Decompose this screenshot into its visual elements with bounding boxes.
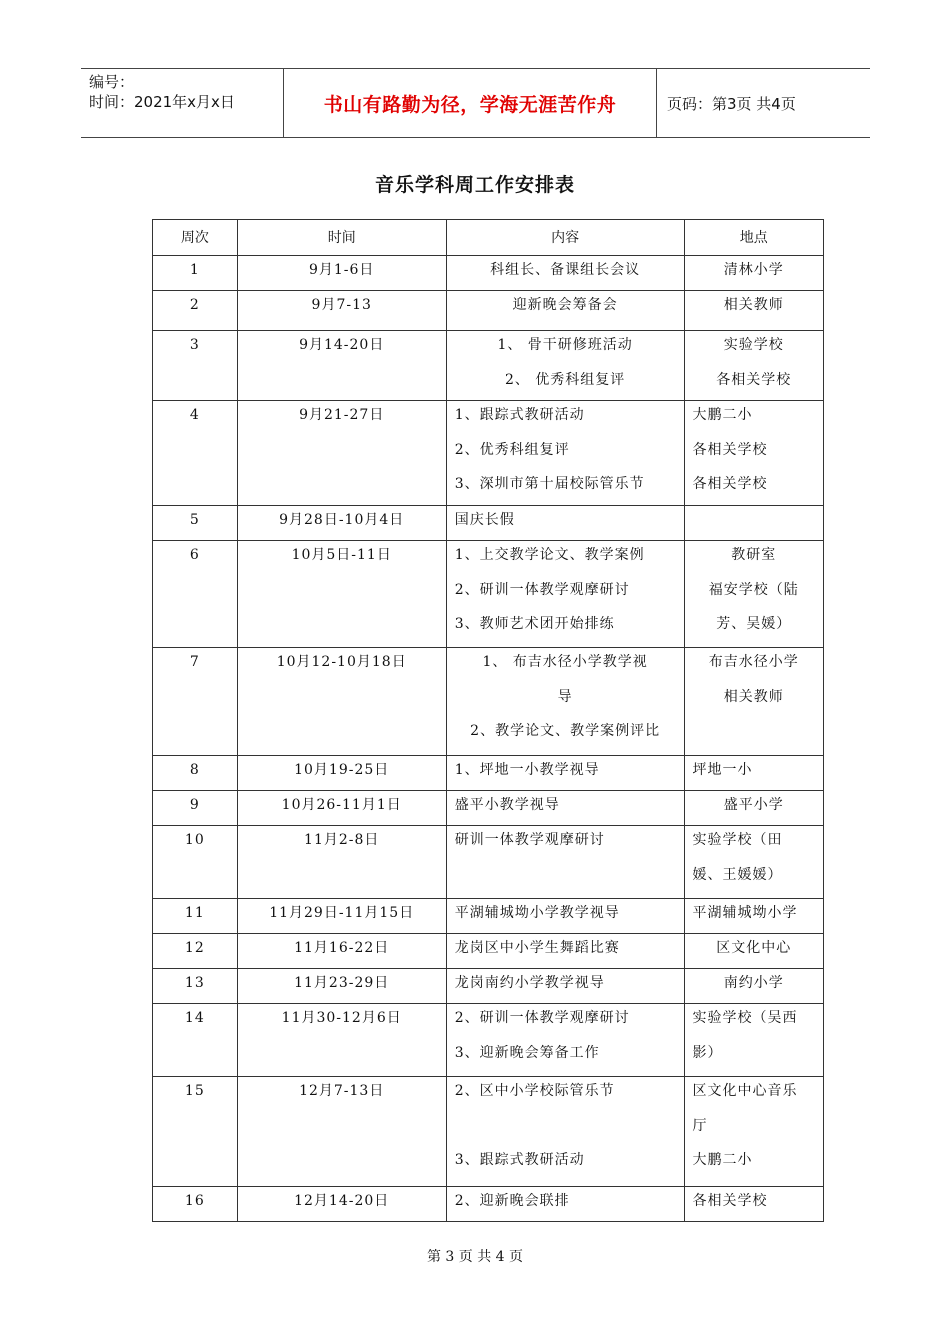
cell-content	[446, 791, 684, 826]
table-row	[153, 1004, 824, 1077]
cell-place	[684, 1077, 823, 1187]
document-title: 音乐学科周工作安排表	[374, 174, 575, 196]
content-line: 研训一体教学观摩研讨	[454, 832, 605, 848]
column-header-time: 时间	[237, 220, 446, 256]
content-line: 平湖辅城坳小学教学视导	[454, 905, 620, 921]
content-line: 2、优秀科组复评	[454, 441, 570, 458]
time-text: 9月28日-10月4日	[279, 512, 405, 528]
cell-place	[684, 1187, 823, 1222]
cell-time	[237, 1077, 446, 1187]
cell-week	[153, 506, 238, 541]
place-line: 布吉水径小学	[708, 654, 799, 670]
cell-place	[684, 648, 823, 756]
cell-place	[684, 969, 823, 1004]
time-text: 11月29日-11月15日	[269, 905, 415, 921]
time-text: 12月7-13日	[299, 1083, 385, 1099]
week-text: 8	[189, 762, 200, 778]
header-page-label: 页码：第3页 共4页	[667, 94, 796, 113]
time-text: 12月14-20日	[294, 1193, 390, 1209]
header-meta	[81, 69, 283, 137]
schedule-table	[152, 219, 824, 1222]
place-line: 媛、王媛媛）	[692, 866, 783, 883]
cell-content	[446, 934, 684, 969]
cell-week	[153, 1077, 238, 1187]
cell-place	[684, 1004, 823, 1077]
content-line: 2、 优秀科组复评	[504, 371, 626, 388]
cell-week	[153, 826, 238, 899]
cell-place	[684, 506, 823, 541]
week-text: 15	[184, 1083, 205, 1099]
time-text: 11月2-8日	[304, 832, 380, 848]
cell-week	[153, 1187, 238, 1222]
cell-time	[237, 899, 446, 934]
place-line: 盛平小学	[723, 797, 784, 813]
cell-place	[684, 899, 823, 934]
table-row	[153, 506, 824, 541]
cell-time	[237, 541, 446, 648]
cell-week	[153, 401, 238, 506]
table-row	[153, 756, 824, 791]
content-line: 盛平小教学视导	[454, 797, 560, 813]
table-body	[153, 256, 824, 1222]
content-line: 1、 布吉水径小学教学视	[482, 654, 648, 670]
place-line: 厅	[692, 1117, 708, 1134]
place-line: 区文化中心音乐	[692, 1083, 798, 1099]
cell-content	[446, 1077, 684, 1187]
place-line: 实验学校	[723, 337, 784, 353]
table-header-row	[153, 220, 824, 256]
content-line: 2、研训一体教学观摩研讨	[454, 581, 630, 598]
table-row	[153, 291, 824, 331]
cell-week	[153, 899, 238, 934]
content-line: 2、研训一体教学观摩研讨	[454, 1010, 630, 1026]
cell-time	[237, 1187, 446, 1222]
table-row	[153, 541, 824, 648]
content-line: 1、上交教学论文、教学案例	[454, 547, 645, 563]
week-text: 13	[184, 975, 205, 991]
content-line: 3、迎新晚会筹备工作	[454, 1044, 600, 1061]
cell-place	[684, 826, 823, 899]
table-row	[153, 401, 824, 506]
cell-time	[237, 934, 446, 969]
time-text: 11月16-22日	[294, 940, 390, 956]
cell-place	[684, 934, 823, 969]
cell-time	[237, 331, 446, 401]
table-row	[153, 934, 824, 969]
table-row	[153, 969, 824, 1004]
cell-time	[237, 401, 446, 506]
time-text: 10月12-10月18日	[276, 654, 407, 670]
cell-place	[684, 791, 823, 826]
table-row	[153, 899, 824, 934]
table-row	[153, 331, 824, 401]
cell-time	[237, 291, 446, 331]
content-line: 1、 骨干研修班活动	[497, 337, 633, 353]
column-header-week: 周次	[153, 220, 238, 256]
week-text: 10	[184, 832, 205, 848]
place-line: 大鹏二小	[692, 1152, 753, 1168]
place-line: 清林小学	[723, 262, 784, 278]
cell-time	[237, 256, 446, 291]
content-line: 迎新晚会筹备会	[512, 297, 618, 313]
content-line: 龙岗区中小学生舞蹈比赛	[454, 940, 620, 956]
cell-content	[446, 401, 684, 506]
content-line: 2、迎新晚会联排	[454, 1193, 570, 1209]
place-line: 南约小学	[723, 975, 784, 991]
cell-place	[684, 331, 823, 401]
document-number-label: 编号：	[89, 73, 135, 91]
table-row	[153, 826, 824, 899]
place-line: 实验学校（田	[692, 832, 783, 848]
cell-content	[446, 291, 684, 331]
cell-time	[237, 1004, 446, 1077]
cell-time	[237, 756, 446, 791]
cell-week	[153, 331, 238, 401]
column-header-content: 内容	[446, 220, 684, 256]
place-line: 教研室	[731, 547, 777, 563]
place-line: 相关教师	[723, 688, 784, 705]
place-line: 坪地一小	[692, 762, 753, 778]
table-row	[153, 256, 824, 291]
week-text: 12	[184, 940, 205, 956]
cell-week	[153, 791, 238, 826]
week-text: 11	[184, 905, 205, 921]
cell-content	[446, 541, 684, 648]
week-text: 1	[189, 262, 200, 278]
cell-time	[237, 826, 446, 899]
cell-place	[684, 256, 823, 291]
time-text: 10月5日-11日	[291, 547, 392, 563]
cell-content	[446, 1004, 684, 1077]
place-line: 影）	[692, 1044, 723, 1061]
time-text: 9月1-6日	[308, 262, 375, 278]
table-row	[153, 791, 824, 826]
content-line: 导	[557, 688, 573, 705]
cell-week	[153, 648, 238, 756]
place-line: 区文化中心	[716, 940, 792, 956]
time-text: 9月7-13	[311, 297, 372, 313]
cell-time	[237, 648, 446, 756]
cell-place	[684, 291, 823, 331]
week-text: 4	[189, 407, 200, 423]
content-line: 2、区中小学校际管乐节	[454, 1083, 615, 1099]
content-line: 3、深圳市第十届校际管乐节	[454, 476, 645, 492]
cell-week	[153, 969, 238, 1004]
header-slogan: 书山有路勤为径，学海无涯苦作舟	[283, 69, 657, 137]
week-text: 2	[189, 297, 200, 313]
cell-place	[684, 401, 823, 506]
week-text: 6	[189, 547, 200, 563]
cell-time	[237, 506, 446, 541]
time-text: 11月30-12月6日	[281, 1010, 402, 1026]
cell-content	[446, 969, 684, 1004]
content-line: 龙岗南约小学教学视导	[454, 975, 605, 991]
place-line: 各相关学校	[692, 441, 768, 458]
table-row	[153, 1077, 824, 1187]
content-line: 国庆长假	[454, 512, 515, 528]
content-line: 3、教师艺术团开始排练	[454, 616, 615, 632]
content-line: 3、跟踪式教研活动	[454, 1152, 585, 1168]
time-text: 9月14-20日	[299, 337, 385, 353]
document-time-label: 时间：2021年x月x日	[89, 93, 235, 111]
table-row	[153, 648, 824, 756]
week-text: 3	[189, 337, 200, 353]
cell-content	[446, 826, 684, 899]
time-text: 10月26-11月1日	[281, 797, 402, 813]
content-line: 科组长、备课组长会议	[490, 262, 641, 278]
time-text: 10月19-25日	[294, 762, 390, 778]
place-line: 各相关学校	[716, 371, 792, 388]
cell-week	[153, 291, 238, 331]
content-line	[455, 1109, 676, 1144]
table-row	[153, 1187, 824, 1222]
content-line: 1、坪地一小教学视导	[454, 762, 600, 778]
place-line	[693, 503, 815, 538]
cell-week	[153, 1004, 238, 1077]
cell-time	[237, 791, 446, 826]
cell-week	[153, 541, 238, 648]
cell-time	[237, 969, 446, 1004]
cell-content	[446, 1187, 684, 1222]
cell-content	[446, 256, 684, 291]
cell-week	[153, 256, 238, 291]
cell-content	[446, 899, 684, 934]
place-line: 福安学校（陆	[708, 581, 799, 598]
place-line: 相关教师	[723, 297, 784, 313]
time-text: 9月21-27日	[299, 407, 385, 423]
week-text: 16	[184, 1193, 205, 1209]
cell-content	[446, 756, 684, 791]
time-text: 11月23-29日	[294, 975, 390, 991]
cell-place	[684, 756, 823, 791]
place-line: 各相关学校	[692, 476, 768, 492]
place-line: 大鹏二小	[692, 407, 753, 423]
place-line: 平湖辅城坳小学	[692, 905, 798, 921]
cell-content	[446, 331, 684, 401]
column-header-place: 地点	[684, 220, 823, 256]
content-line: 2、教学论文、教学案例评比	[470, 723, 661, 739]
week-text: 9	[189, 797, 200, 813]
week-text: 14	[184, 1010, 205, 1026]
cell-week	[153, 756, 238, 791]
page-header	[81, 68, 870, 138]
week-text: 5	[189, 512, 200, 528]
cell-week	[153, 934, 238, 969]
cell-content	[446, 648, 684, 756]
place-line: 各相关学校	[692, 1193, 768, 1209]
cell-place	[684, 541, 823, 648]
cell-content	[446, 506, 684, 541]
week-text: 7	[189, 654, 200, 670]
content-line: 1、跟踪式教研活动	[454, 407, 585, 423]
place-line: 实验学校（吴西	[692, 1010, 798, 1026]
page-footer: 第 3 页 共 4 页	[426, 1249, 524, 1265]
place-line: 芳、吴媛）	[716, 616, 792, 632]
